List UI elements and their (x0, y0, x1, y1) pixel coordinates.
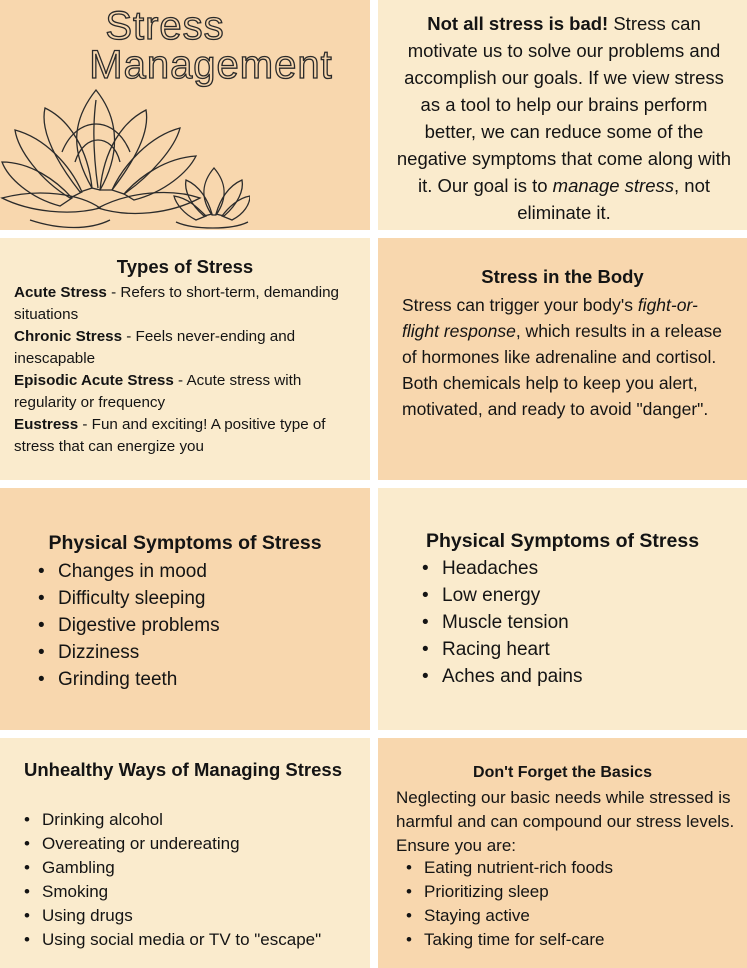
list-item: • Racing heart (420, 636, 583, 663)
intro-italic: manage stress (552, 175, 675, 196)
unhealthy-panel (0, 738, 370, 968)
list-item: • Prioritizing sleep (404, 880, 613, 904)
symptoms-left-list (36, 558, 220, 693)
unhealthy-title: Unhealthy Ways of Managing Stress (24, 759, 342, 780)
type-desc: - Refers to short-term, demanding situations (14, 284, 339, 323)
unhealthy-list (22, 808, 321, 952)
list-item: • Taking time for self-care (404, 928, 613, 952)
intro-text-part2: , not eliminate it. (517, 175, 711, 223)
body-text (402, 292, 732, 422)
body-text-part1: Stress can trigger your body's (402, 295, 638, 315)
type-desc: - Fun and exciting! A positive type of stress that can energize you (14, 416, 326, 455)
list-item: • Drinking alcohol (22, 808, 321, 832)
intro-panel (378, 0, 747, 230)
body-panel (378, 238, 747, 480)
list-item: • Difficulty sleeping (36, 585, 220, 612)
symptoms-left-title: Physical Symptoms of Stress (48, 532, 322, 554)
basics-title: Don't Forget the Basics (473, 764, 652, 781)
types-title: Types of Stress (116, 256, 254, 277)
list-item: • Using social media or TV to "escape" (22, 928, 321, 952)
types-panel (0, 238, 370, 480)
list-item: • Gambling (22, 856, 321, 880)
type-desc: - Acute stress with regularity or frequency (14, 372, 302, 411)
symptoms-right-list (420, 555, 583, 690)
list-item: • Digestive problems (36, 612, 220, 639)
list-item: • Overeating or undereating (22, 832, 321, 856)
intro-text-part1: Stress can motivate us to solve our problems and accomplish our goals. If we view stress as a tool to help our brains perform better, we can reduce some of the negative symptoms that come along with it. Our goal is to (396, 13, 732, 196)
list-item: • Low energy (420, 582, 583, 609)
body-text-part2: , which results in a release of hormones like adrenaline and cortisol. Both chemicals help to keep you alert, motivated, and ready to avoid "danger". (402, 321, 723, 419)
type-desc: - Feels never-ending and inescapable (14, 328, 296, 367)
list-item: • Using drugs (22, 904, 321, 928)
page-title-line2: Management (89, 43, 333, 87)
type-item (14, 326, 364, 370)
intro-bold: Not all stress is bad! (427, 13, 609, 34)
type-term: Acute Stress (14, 284, 107, 301)
type-term: Chronic Stress (14, 328, 123, 345)
symptoms-right-panel (378, 488, 747, 730)
type-term: Episodic Acute Stress (14, 372, 174, 389)
list-item: • Grinding teeth (36, 666, 220, 693)
list-item: • Headaches (420, 555, 583, 582)
title-panel (0, 0, 370, 230)
list-item: • Dizziness (36, 639, 220, 666)
body-title: Stress in the Body (481, 266, 644, 287)
type-item (14, 414, 364, 458)
lotus-flower-icon (0, 80, 250, 230)
type-term: Eustress (14, 416, 79, 433)
basics-text: Neglecting our basic needs while stressed is harmful and can compound our stress levels. Ensure you are: (396, 788, 735, 855)
list-item: • Smoking (22, 880, 321, 904)
list-item: • Muscle tension (420, 609, 583, 636)
basics-list (404, 856, 613, 952)
type-item (14, 282, 364, 326)
page-title-line1: Stress (105, 4, 225, 48)
symptoms-right-title: Physical Symptoms of Stress (425, 530, 700, 552)
body-italic: fight-or-flight response (402, 295, 698, 341)
types-list (14, 282, 364, 458)
list-item: • Staying active (404, 904, 613, 928)
list-item: • Eating nutrient-rich foods (404, 856, 613, 880)
symptoms-left-panel (0, 488, 370, 730)
intro-text (394, 10, 734, 226)
basics-panel (378, 738, 747, 968)
list-item: • Aches and pains (420, 663, 583, 690)
list-item: • Changes in mood (36, 558, 220, 585)
type-item (14, 370, 364, 414)
